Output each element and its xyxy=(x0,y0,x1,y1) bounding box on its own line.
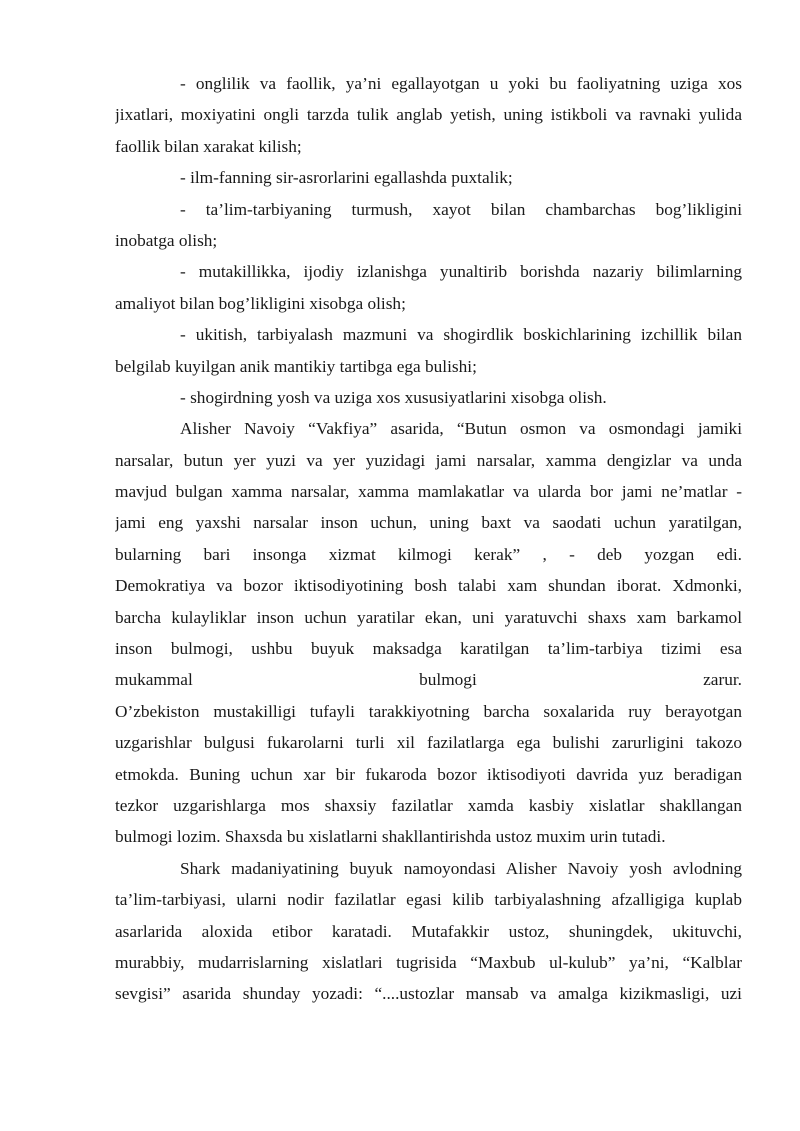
text-line: tezkor uzgarishlarga mos shaxsiy fazilatlar xamda kasbiy xislatlar shakllangan xyxy=(115,795,742,815)
text-line: inobatga olish; xyxy=(115,230,218,250)
text-line: - onglilik va faollik, ya’ni egallayotgan u yoki bu faoliyatning uziga xos xyxy=(180,74,742,93)
text-line: narsalar, butun yer yuzi va yer yuzidagi jami narsalar, xamma dengizlar va unda xyxy=(115,450,742,470)
text-line: inson bulmogi, ushbu buyuk maksadga karatilgan ta’lim-tarbiya tizimi esa xyxy=(115,639,742,659)
text-line: jixatlari, moxiyatini ongli tarzda tulik anglab yetish, uning istikboli va ravnaki yulida xyxy=(115,105,742,125)
text-line: uzgarishlar bulgusi fukarolarni turli xil fazilatlarga ega bulishi zarurligini takozo xyxy=(115,733,742,753)
text-line: faollik bilan xarakat kilish; xyxy=(115,136,302,156)
document-page xyxy=(115,68,742,1010)
text-line: murabbiy, mudarrislarning xislatlari tugrisida “Maxbub ul-kulub” ya’ni, “Kalblar xyxy=(115,952,742,972)
text-line: barcha kulayliklar inson uchun yaratilar ekan, uni yaratuvchi shaxs xam barkamol xyxy=(115,607,742,627)
text-line: - ukitish, tarbiyalash mazmuni va shogirdlik boskichlarining izchillik bilan xyxy=(180,325,742,345)
text-line: ta’lim-tarbiyasi, ularni nodir fazilatlar egasi kilib tarbiyalashning afzalligiga kuplab xyxy=(115,890,742,910)
text-line: sevgisi” asarida shunday yozadi: “....ustozlar mansab va amalga kizikmasligi, uzi xyxy=(115,984,742,1004)
text-line: - ta’lim-tarbiyaning turmush, xayot bilan chambarchas bog’likligini xyxy=(180,199,742,219)
text-line: bulmogi lozim. Shaxsda bu xislatlarni shakllantirishda ustoz muxim urin tutadi. xyxy=(115,827,666,847)
text-line: jami eng yaxshi narsalar inson uchun, uning baxt va saodati uchun yaratilgan, xyxy=(115,513,742,533)
text-line: - shogirdning yosh va uziga xos xususiyatlarini xisobga olish. xyxy=(180,387,607,407)
text-line: O’zbekiston mustakilligi tufayli tarakkiyotning barcha soxalarida ruy berayotgan xyxy=(115,701,742,721)
text-line: Shark madaniyatining buyuk namoyondasi Alisher Navoiy yosh avlodning xyxy=(180,858,742,878)
text-line: asarlarida aloxida etibor karatadi. Mutafakkir ustoz, shuningdek, ukituvchi, xyxy=(115,921,742,941)
text-line: bularning bari insonga xizmat kilmogi kerak” , - deb yozgan edi. xyxy=(115,544,742,564)
text-line: - ilm-fanning sir-asrorlarini egallashda puxtalik; xyxy=(180,168,513,188)
text-line: belgilab kuyilgan anik mantikiy tartibga ega bulishi; xyxy=(115,356,477,376)
text-line: Alisher Navoiy “Vakfiya” asarida, “Butun osmon va osmondagi jamiki xyxy=(180,419,742,439)
text-line: - mutakillikka, ijodiy izlanishga yunaltirib borishda nazariy bilimlarning xyxy=(180,262,742,282)
text-line: mukammal bulmogi zarur. xyxy=(115,670,742,690)
text-line: Demokratiya va bozor iktisodiyotining bosh talabi xam shundan iborat. Xdmonki, xyxy=(115,576,742,596)
text-line: mavjud bulgan xamma narsalar, xamma mamlakatlar va ularda bor jami ne’matlar - xyxy=(115,482,742,502)
text-line: amaliyot bilan bog’likligini xisobga olish; xyxy=(115,293,406,313)
text-line: etmokda. Buning uchun xar bir fukaroda bozor iktisodiyoti davrida yuz beradigan xyxy=(115,764,742,784)
